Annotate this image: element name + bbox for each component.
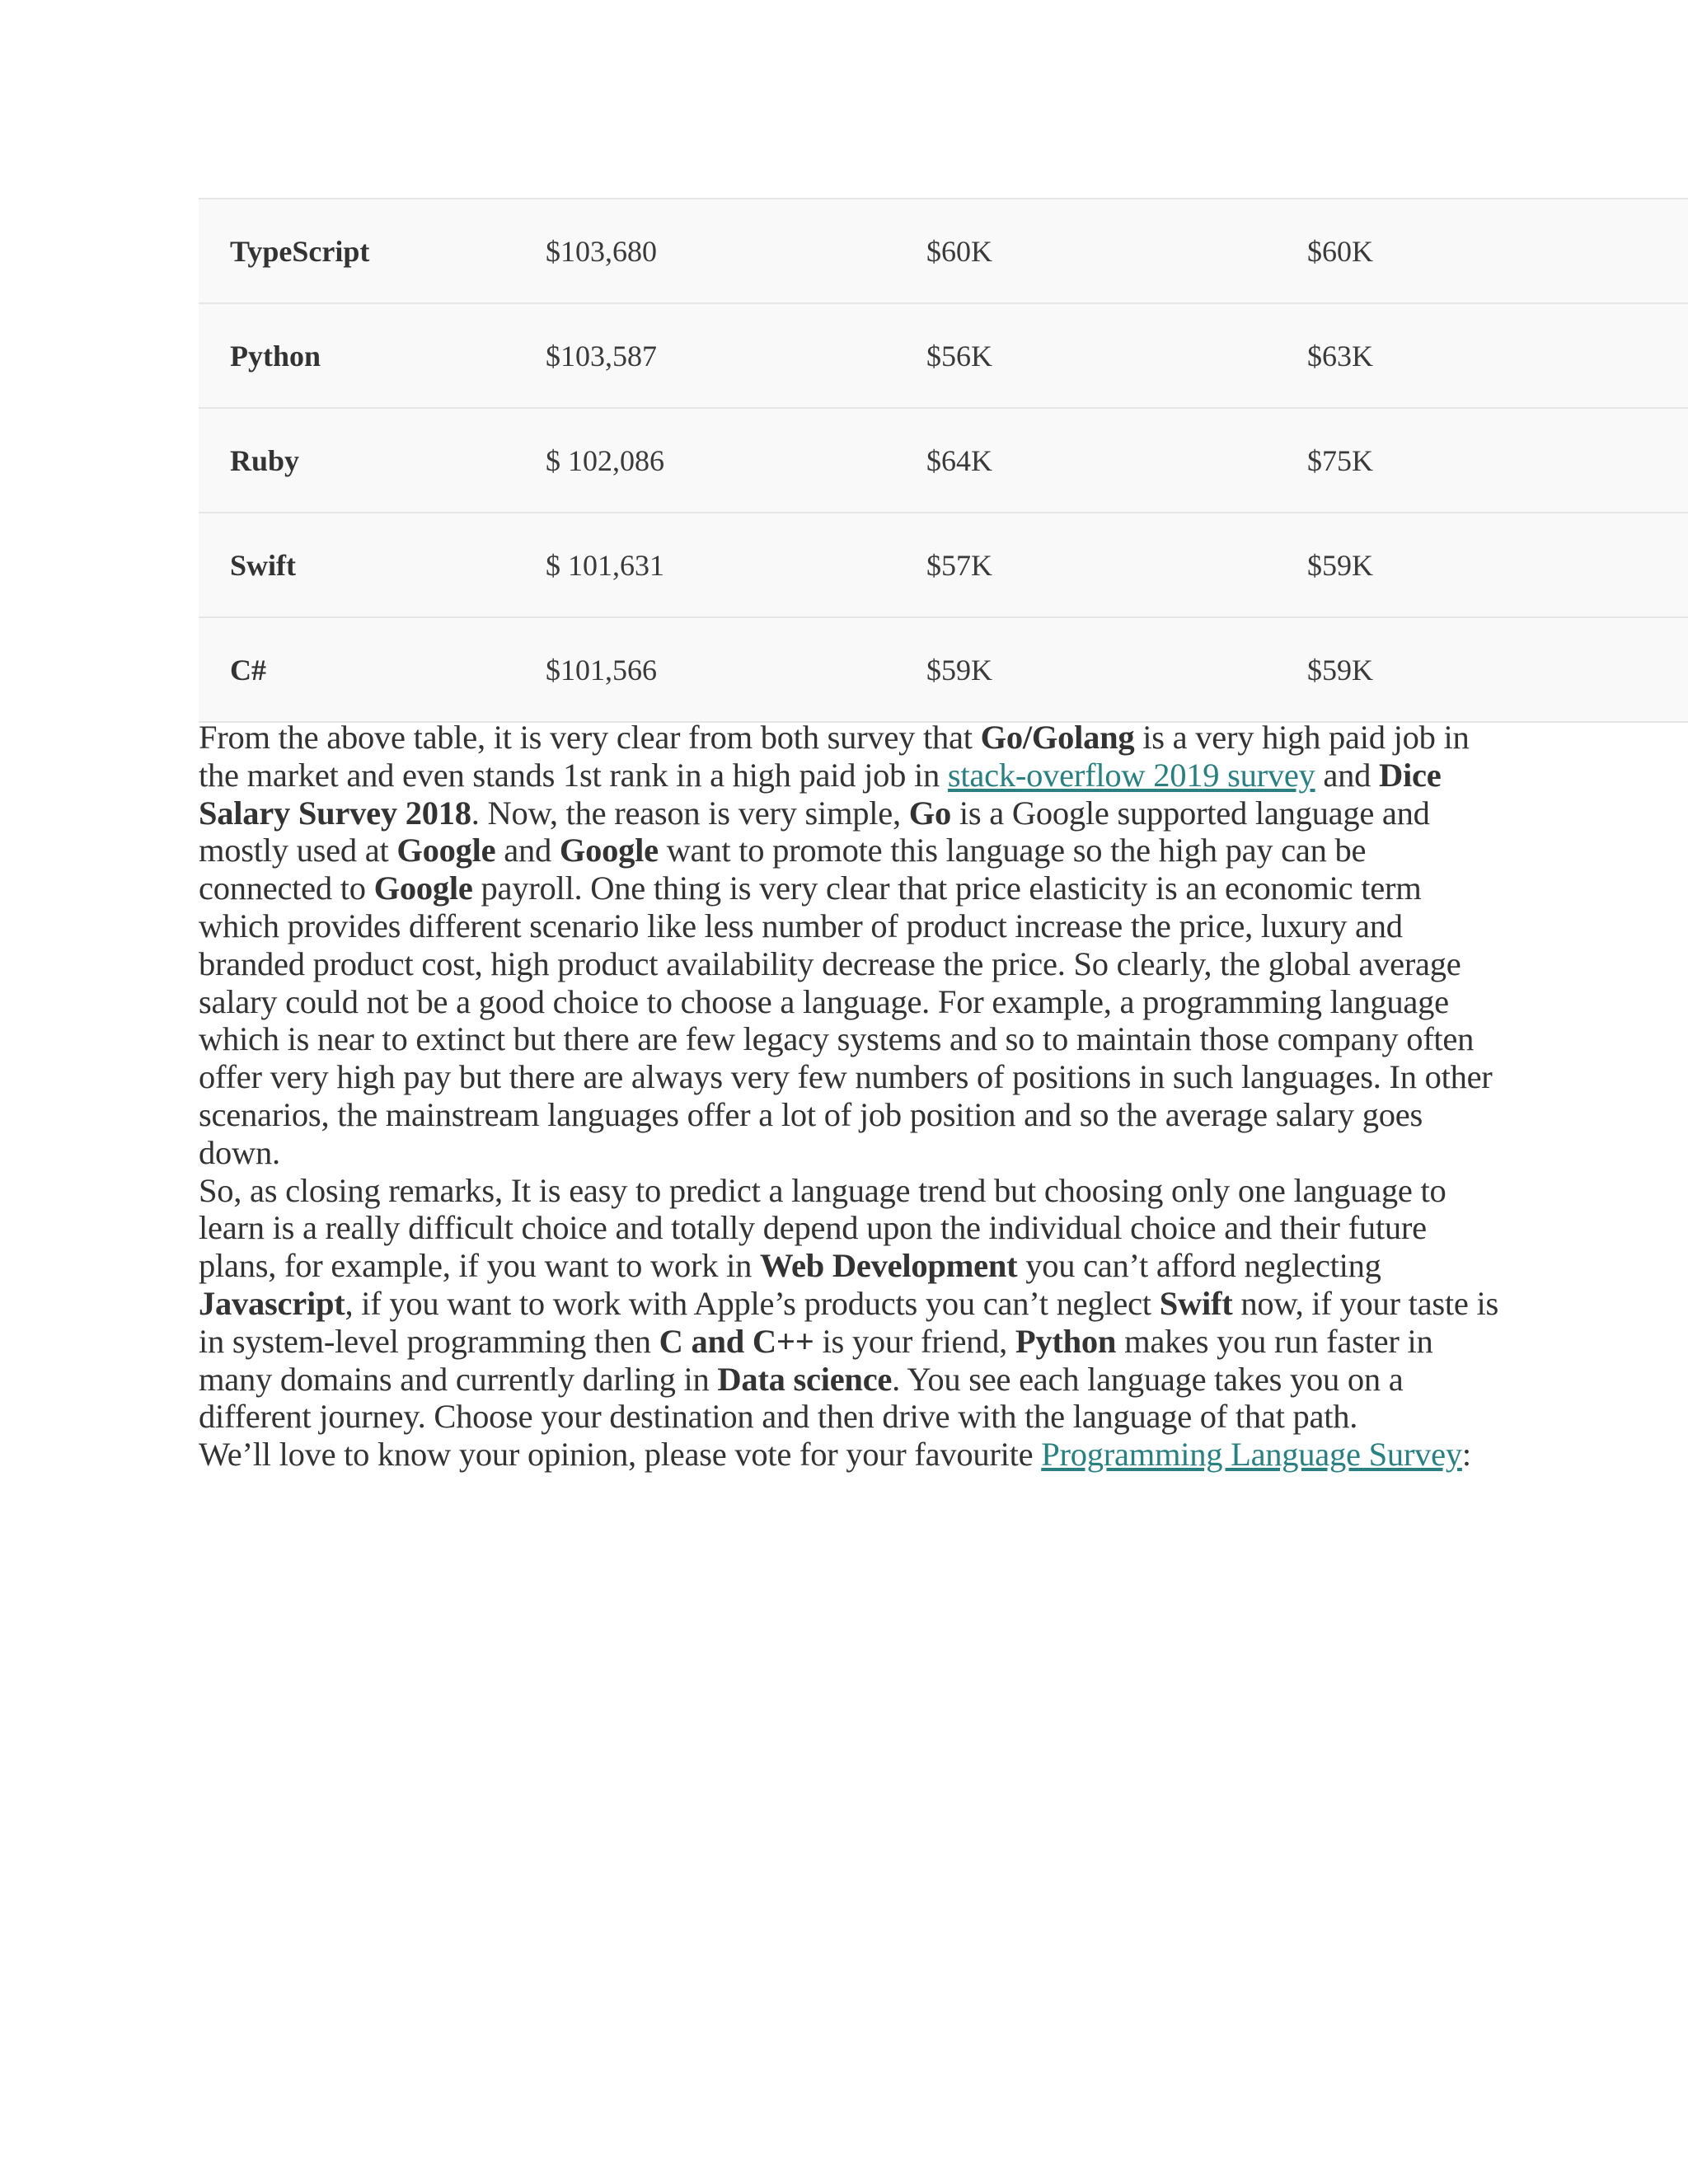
text-span: and bbox=[495, 832, 560, 869]
salary-cell: $59K bbox=[926, 653, 992, 687]
bold-text: C and C++ bbox=[659, 1322, 814, 1360]
salary-cell: $75K bbox=[1307, 443, 1373, 477]
text-span: now, if your taste is in system-level programming then bbox=[199, 1284, 1499, 1360]
text-span: So, as closing remarks, It is easy to predict a language trend but choosing only one language to learn is a really difficult choice and totally depend upon the individual choice and their future plans, for example, if you want to work in bbox=[199, 1171, 1447, 1285]
bold-text: Go bbox=[908, 794, 952, 832]
bold-text: Google bbox=[396, 832, 496, 869]
salary-cell: $57K bbox=[926, 548, 992, 582]
salary-cell: $56K bbox=[926, 339, 992, 373]
table-row bbox=[199, 513, 1688, 617]
salary-cell: $59K bbox=[1307, 548, 1373, 582]
paragraph-vote-invite bbox=[199, 1436, 1501, 1474]
paragraph-closing-remarks bbox=[199, 1172, 1501, 1436]
language-cell: TypeScript bbox=[230, 234, 370, 268]
table-row bbox=[199, 617, 1688, 722]
text-span: and bbox=[1315, 756, 1380, 794]
table-row bbox=[199, 199, 1688, 303]
global-average-cell: $101,566 bbox=[546, 653, 657, 687]
salary-cell: $63K bbox=[1307, 339, 1373, 373]
bold-text: Go/Golang bbox=[980, 719, 1135, 756]
bold-text: Web Development bbox=[759, 1247, 1018, 1285]
bold-text: Swift bbox=[1159, 1284, 1233, 1322]
text-span: is your friend, bbox=[814, 1322, 1015, 1360]
text-span: you can’t afford neglecting bbox=[1017, 1247, 1381, 1285]
language-cell: Python bbox=[230, 339, 321, 373]
language-cell: C# bbox=[230, 653, 266, 687]
table-row bbox=[199, 303, 1688, 408]
salary-cell: $60K bbox=[1307, 234, 1373, 268]
language-cell: Ruby bbox=[230, 443, 300, 477]
programming-language-survey-link[interactable]: Programming Language Survey bbox=[1041, 1436, 1462, 1474]
global-average-cell: $ 102,086 bbox=[546, 443, 664, 477]
text-span: makes you run faster in many domains and currently darling in bbox=[199, 1322, 1433, 1398]
text-span: is a very high paid job in the market and even stands 1st rank in a high paid job in bbox=[199, 719, 1470, 794]
salary-cell: $64K bbox=[926, 443, 992, 477]
global-average-cell: $103,587 bbox=[546, 339, 657, 373]
text-span: From the above table, it is very clear from both survey that bbox=[199, 719, 981, 756]
text-span: want to promote this language so the high pay can be connected to bbox=[199, 832, 1367, 907]
text-span: : bbox=[1461, 1436, 1471, 1474]
bold-text: Google bbox=[559, 832, 659, 869]
bold-text: Data science bbox=[717, 1360, 893, 1398]
salary-cell: $59K bbox=[1307, 653, 1373, 687]
article-body bbox=[199, 719, 1501, 1474]
salary-cell: $60K bbox=[926, 234, 992, 268]
text-span: . You see each language takes you on a different journey. Choose your destination and then drive with the language of that path. bbox=[199, 1360, 1404, 1436]
text-span: We’ll love to know your opinion, please vote for your favourite bbox=[199, 1436, 1042, 1474]
text-span: . Now, the reason is very simple, bbox=[471, 794, 909, 832]
bold-text: Dice Salary Survey 2018 bbox=[199, 756, 1442, 832]
bold-text: Python bbox=[1015, 1322, 1117, 1360]
bold-text: Javascript bbox=[199, 1284, 345, 1322]
salary-table bbox=[199, 198, 1688, 723]
stack-overflow-survey-link[interactable]: stack-overflow 2019 survey bbox=[947, 756, 1315, 794]
language-cell: Swift bbox=[230, 548, 296, 582]
text-span: is a Google supported language and mostly used at bbox=[199, 794, 1430, 869]
text-span: , if you want to work with Apple’s products you can’t neglect bbox=[345, 1284, 1160, 1322]
table-row bbox=[199, 408, 1688, 513]
global-average-cell: $ 101,631 bbox=[546, 548, 664, 582]
text-span: payroll. One thing is very clear that price elasticity is an economic term which provides different scenario like less number of product increase the price, luxury and branded product cost, high product availability decrease the price. So clearly, the global average salary could not be a good choice to choose a language. For example, a programming language which is near to extinct but there are few legacy systems and so to maintain those company often offer very high pay but there are always very few numbers of positions in such languages. In other scenarios, the mainstream languages offer a lot of job position and so the average salary goes down. bbox=[199, 869, 1493, 1171]
bold-text: Google bbox=[373, 869, 473, 907]
global-average-cell: $103,680 bbox=[546, 234, 657, 268]
paragraph-analysis bbox=[199, 719, 1501, 1172]
